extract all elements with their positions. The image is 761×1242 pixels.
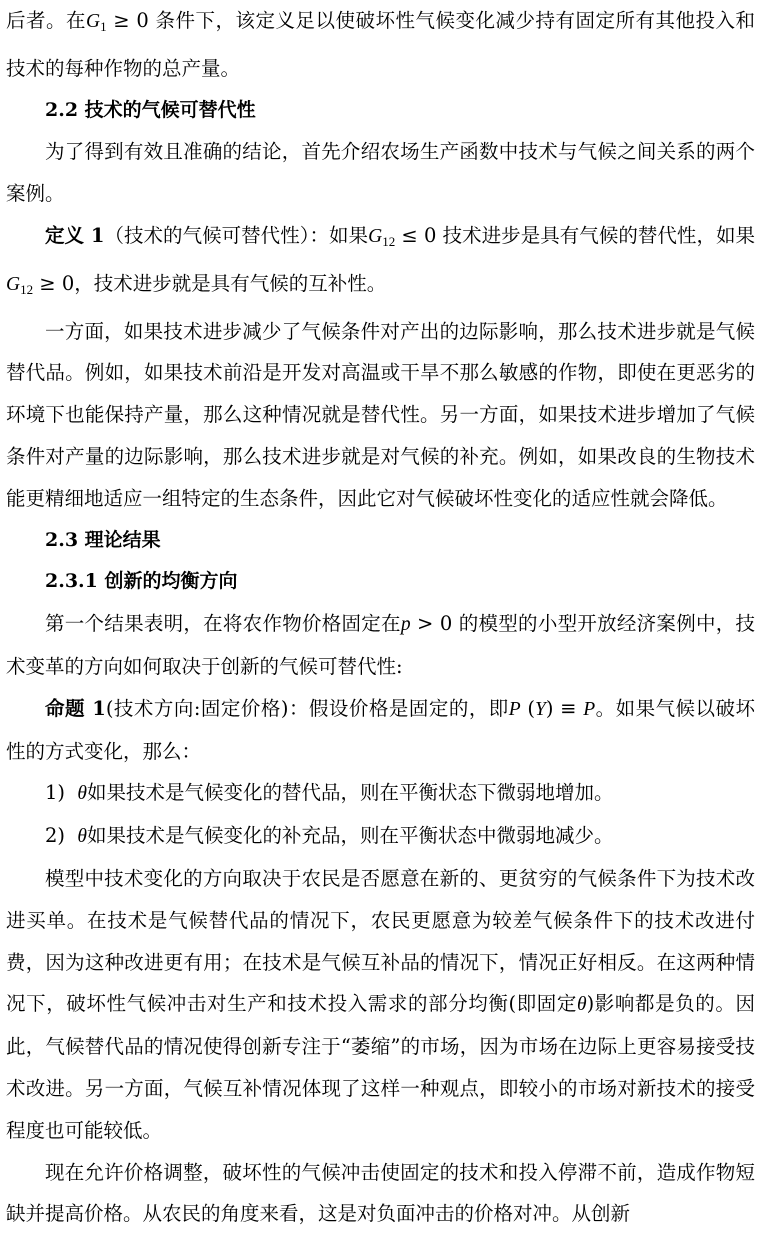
section-heading-2-3-1: 2.3.1 创新的均衡方向 [45, 570, 238, 593]
section-heading-2-3: 2.3 理论结果 [45, 528, 161, 551]
definition-label: 定义 1 [45, 223, 105, 247]
list-item-1: 1) θ如果技术是气候变化的替代品，则在平衡状态下微弱地增加。 [45, 781, 614, 805]
paragraph-intro [6, 0, 755, 90]
section-heading-2-2: 2.2 技术的气候可替代性 [45, 98, 256, 121]
list-item-2: 2) θ如果技术是气候变化的补充品，则在平衡状态中微弱地减少。 [45, 824, 614, 848]
paragraph-cases: 为了得到有效且准确的结论，首先介绍农场生产函数中技术与气候之间关系的两个案例。 [6, 140, 755, 206]
definition-1: 定义 1（技术的气候可替代性）：如果$G_{12} \le 0$ 技术进步是具有气候的替代性，如果$G_{12} \ge 0$，技术进步就是具有气候的互补性。 [6, 223, 755, 297]
text: 后者。在 [6, 9, 87, 32]
paragraph-first-result: 第一个结果表明，在将农作物价格固定在p > 0 的模型的小型开放经济案例中，技术变革的方向如何取决于创新的气候可替代性: [6, 612, 755, 678]
math-g12: $G_{12}$ [368, 225, 396, 249]
math-g: $G_1$ [86, 11, 107, 34]
paragraph-substitute-complement: 一方面，如果技术进步减少了气候条件对产出的边际影响，那么技术进步就是气候替代品。例如，如果技术前沿是开发对高温或干旱不那么敏感的作物，即使在更恶劣的环境下也能保持产量，那么这种情况就是替代性。另一方面，如果技术进步增加了气候条件对产量的边际影响，那么技术进步就是对气候的补充。例如，如果改良的生物技术能更精细地适应一组特定的生态条件，因此它对气候破坏性变化的适应性就会降低。 [6, 319, 755, 510]
paragraph-price-adjustment: 现在允许价格调整，破坏性的气候冲击使固定的技术和投入停滞不前，造成作物短缺并提高价格。从农民的角度来看，这是对负面冲击的价格对冲。从创新 [6, 1160, 755, 1226]
proposition-label: 命题 1 [45, 696, 106, 720]
proposition-1: 命题 1(技术方向:固定价格)：假设价格是固定的，即P (Y) ≡ P。如果气候以破坏性的方式变化，那么： [6, 696, 756, 763]
math-p: p [400, 614, 411, 636]
text: ≥ 0 条件下，该定义足以使破坏性气候变化减少持有固定所有其他投入和技术的每种作物的总产量。 [6, 9, 755, 80]
paragraph-model-direction: 模型中技术变化的方向取决于农民是否愿意在新的、更贫穷的气候条件下为技术改进买单。在技术是气候替代品的情况下，农民更愿意为较差气候条件下的技术改进付费，因为这种改进更有用；在技术是气候互补品的情况下，情况正好相反。在这两种情况下，破坏性气候冲击对生产和技术投入需求的部分均衡(即固定θ)影响都是负的。因此，气候替代品的情况使得创新专注于“萎缩”的市场，因为市场在边际上更容易接受技术改进。另一方面，气候互补情况体现了这样一种观点，即较小的市场对新技术的接受程度也可能较低。 [6, 866, 755, 1142]
math-g12: $G_{12}$ [6, 273, 34, 297]
